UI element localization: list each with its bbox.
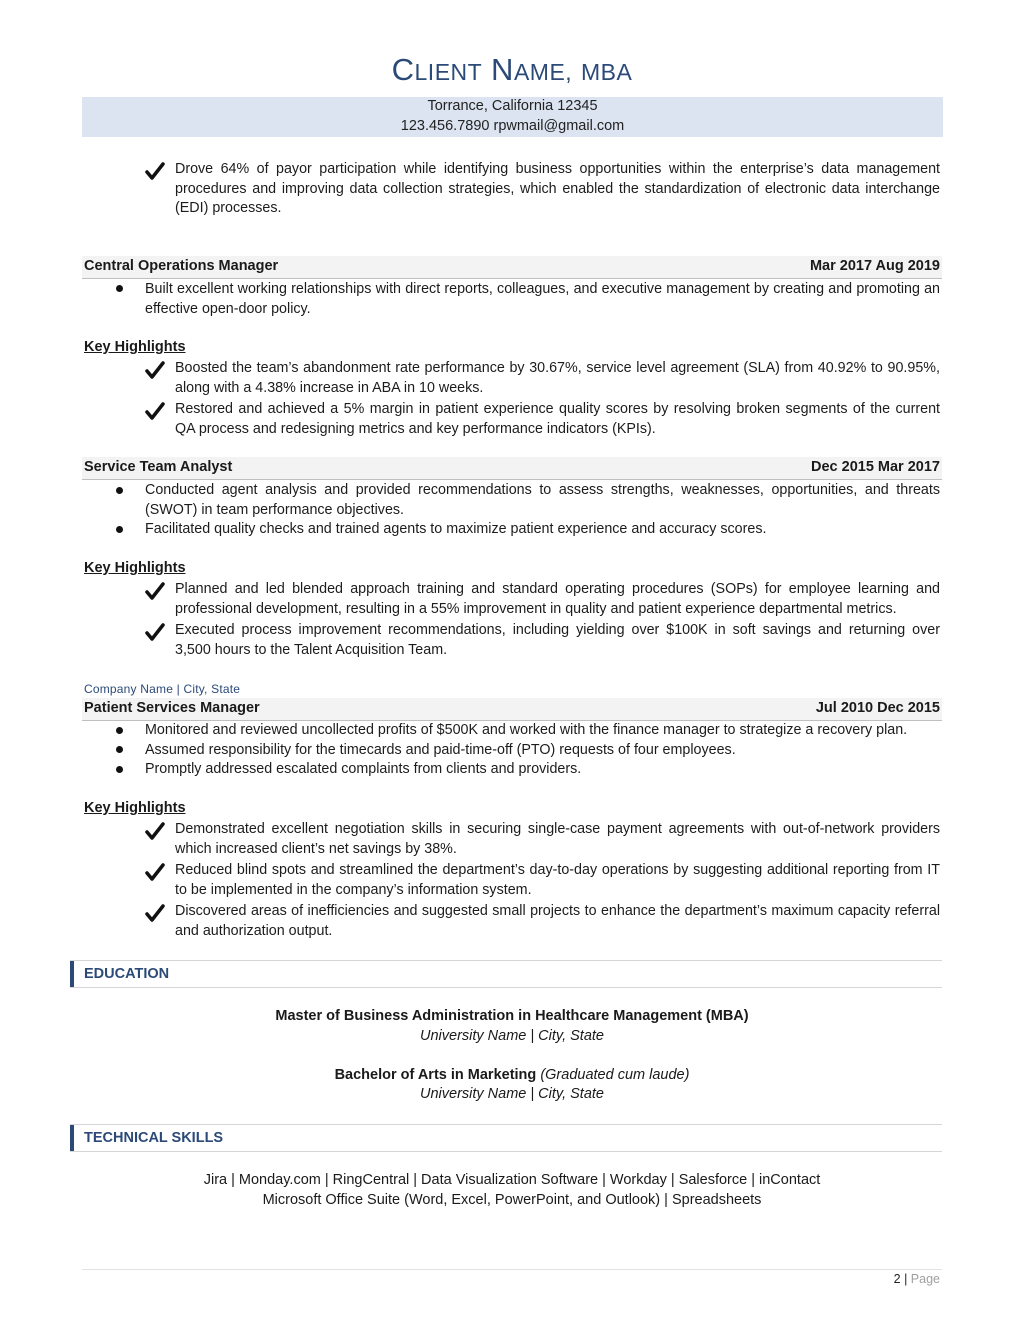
intro-bullet: Drove 64% of payor participation while identifying business opportunities within the enterprise’s data management procedures and improving data collection strategies, which enabled the standardization of electronic data interchange (EDI) processes. xyxy=(175,161,940,216)
skills-line: Microsoft Office Suite (Word, Excel, PowerPoint, and Outlook) | Spreadsheets xyxy=(262,1192,762,1208)
highlight-item: Discovered areas of inefficiencies and suggested small projects to enhance the department’s maximum capacity referral and authorization output. xyxy=(175,903,940,939)
checkmark-icon xyxy=(145,162,165,180)
name-suffix: MBA xyxy=(581,59,633,85)
phone-email: 123.456.7890 rpwmail@gmail.com xyxy=(400,118,625,134)
bullet-dot-icon xyxy=(115,487,125,497)
education-section-header xyxy=(70,960,942,988)
role-bullet: Facilitated quality checks and trained agents to maximize patient experience and accuracy scores. xyxy=(145,521,767,537)
section-title: TECHNICAL SKILLS xyxy=(84,1130,224,1146)
checkmark-icon xyxy=(145,361,165,379)
name-rest: LIENT xyxy=(414,59,483,85)
skills-line: Jira | Monday.com | RingCentral | Data Visualization Software | Workday | Salesforce | inContact xyxy=(203,1172,821,1188)
role-bullet: Built excellent working relationships with direct reports, colleagues, and executive management by creating and promoting an effective open-door policy. xyxy=(145,281,940,317)
bullet-dot-icon xyxy=(115,285,125,295)
role-bullet: Conducted agent analysis and provided recommendations to assess strengths, weaknesses, opportunities, and threats (SWOT) in team performance objectives. xyxy=(145,482,940,518)
bullet-dot-icon xyxy=(115,746,125,756)
role-dates: Mar 2017 Aug 2019 xyxy=(809,258,940,274)
section-accent-bar xyxy=(70,961,74,987)
page-footer xyxy=(894,1272,940,1286)
highlight-item: Restored and achieved a 5% margin in patient experience quality scores by resolving broken segments of the current QA process and redesigning metrics and key performance indicators (KPIs). xyxy=(175,401,940,437)
page-label: Page xyxy=(910,1272,940,1286)
name-rest: AME, xyxy=(513,59,573,85)
degree-title: Master of Business Administration in Healthcare Management (MBA) xyxy=(275,1008,749,1024)
bullet-dot-icon xyxy=(115,727,125,737)
name-initial: N xyxy=(491,52,514,87)
name-initial: C xyxy=(391,52,415,87)
checkmark-icon xyxy=(145,822,165,840)
school-location: University Name | City, State xyxy=(420,1028,604,1044)
checkmark-icon xyxy=(145,863,165,881)
role-bullet: Promptly addressed escalated complaints from clients and providers. xyxy=(145,761,582,777)
page-separator: | xyxy=(904,1272,908,1286)
skills-section-header xyxy=(70,1124,942,1152)
role-bullet: Assumed responsibility for the timecards and paid-time-off (PTO) requests of four employees. xyxy=(145,742,736,758)
school-location: University Name | City, State xyxy=(420,1086,604,1102)
highlight-item: Reduced blind spots and streamlined the department’s day-to-day operations by suggesting additional reporting from IT to be implemented in the company’s information system. xyxy=(175,862,940,898)
highlight-item: Executed process improvement recommendations, including yielding over $100K in soft savings and returning over 3,500 hours to the Talent Acquisition Team. xyxy=(175,622,940,658)
role-bullet: Monitored and reviewed uncollected profits of $500K and worked with the finance manager to strategize a recovery plan. xyxy=(145,722,908,738)
page-number: 2 xyxy=(893,1272,901,1286)
highlight-item: Boosted the team’s abandonment rate performance by 30.67%, service level agreement (SLA) from 40.92% to 90.95%, along with a 4.38% increase in ABA in 10 weeks. xyxy=(175,360,940,396)
checkmark-icon xyxy=(145,623,165,641)
role-header xyxy=(82,698,942,721)
key-highlights-label: Key Highlights xyxy=(84,800,186,816)
role-dates: Jul 2010 Dec 2015 xyxy=(815,700,940,716)
degree-title: Bachelor of Arts in Marketing xyxy=(334,1067,537,1083)
role-title: Service Team Analyst xyxy=(84,459,233,475)
degree-honor: (Graduated cum laude) xyxy=(540,1067,690,1083)
company-location: Company Name | City, State xyxy=(84,682,241,696)
highlight-item: Planned and led blended approach training and standard operating procedures (SOPs) for employee learning and professional development, resulting in a 55% improvement in quality and patient experience departmental metrics. xyxy=(175,581,940,617)
section-accent-bar xyxy=(70,1125,74,1151)
bullet-dot-icon xyxy=(115,526,125,536)
checkmark-icon xyxy=(145,582,165,600)
role-title: Central Operations Manager xyxy=(84,258,279,274)
degree-line xyxy=(0,1067,1024,1083)
key-highlights-label: Key Highlights xyxy=(84,339,186,355)
checkmark-icon xyxy=(145,402,165,420)
section-title: EDUCATION xyxy=(84,966,170,982)
client-name xyxy=(0,52,1024,88)
address: Torrance, California 12345 xyxy=(427,98,598,114)
role-dates: Dec 2015 Mar 2017 xyxy=(811,459,940,475)
key-highlights-label: Key Highlights xyxy=(84,560,186,576)
highlight-item: Demonstrated excellent negotiation skills in securing single-case payment agreements with out-of-network providers which increased client’s net savings by 38%. xyxy=(175,821,940,857)
bullet-dot-icon xyxy=(115,766,125,776)
role-header xyxy=(82,256,942,279)
footer-divider xyxy=(82,1269,942,1270)
checkmark-icon xyxy=(145,904,165,922)
role-title: Patient Services Manager xyxy=(84,700,260,716)
contact-band xyxy=(82,97,943,137)
role-header xyxy=(82,457,942,480)
